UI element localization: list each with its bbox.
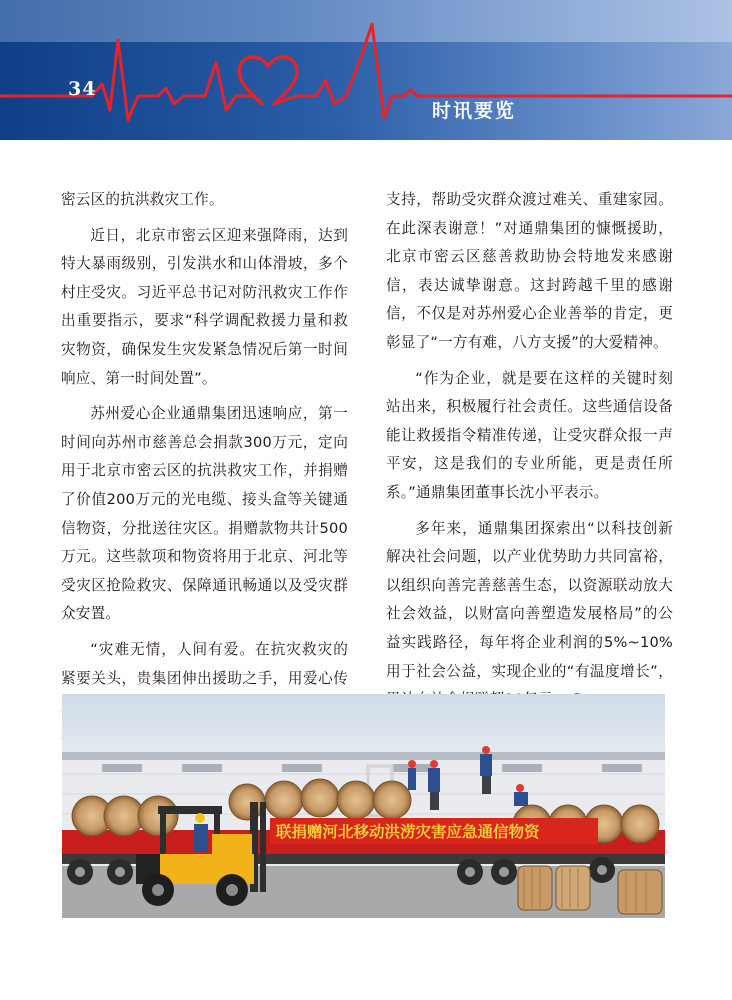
banner-text: 联捐赠河北移动洪涝灾害应急通信物资	[276, 823, 540, 841]
article-photo	[62, 694, 665, 918]
paragraph: 近日，北京市密云区迎来强降雨，达到特大暴雨级别，引发洪水和山体滑坡，多个村庄受灾。习近平总书记对防汛救灾工作作出重要指示，要求“科学调配救援力量和救灾物资，确保发生灾发紧急情况后第一时间响应、第一时间处置”。	[61, 226, 348, 387]
heartbeat-line-icon	[0, 0, 732, 140]
section-title: 时讯要览	[432, 100, 517, 122]
paragraph-last	[386, 515, 673, 715]
paragraph: “作为企业，就是要在这样的关键时刻站出来，积极履行社会责任。这些通信设备能让救援指令精准传递，让受灾群众报一声平安，这是我们的专业所能，更是责任所系。”通鼎集团董事长沈小平表示。	[386, 369, 673, 501]
page-header	[0, 0, 732, 140]
paragraph: 支持，帮助受灾群众渡过难关、重建家园。在此深表谢意！”对通鼎集团的慷慨援助，北京市密云区慈善救助协会特地发来感谢信，表达诚挚谢意。这封跨越千里的感谢信，不仅是对苏州爱心企业善举的肯定，更彰显了“一方有难，八方支援”的大爱精神。	[386, 191, 673, 351]
page-number: 34	[68, 78, 97, 100]
paragraph: “灾难无情，人间有爱。在抗灾救灾的紧要关头，贵集团伸出援助之手，用爱心传	[61, 640, 348, 687]
article-right-column	[386, 186, 673, 722]
paragraph: 苏州爱心企业通鼎集团迅速响应，第一时间向苏州市慈善总会捐款300万元，定向用于北京市密云区的抗洪救灾工作，并捐赠了价值200万元的光电缆、接头盒等关键通信物资，分批送往灾区。捐赠款物共计500万元。这些款项和物资将用于北京、河北等受灾区抢险救灾、保障通讯畅通以及受灾群众安置。	[61, 405, 348, 623]
paragraph-text: 多年来，通鼎集团探索出“以科技创新解决社会问题，以产业优势助力共同富裕，以组织向善完善慈善生态，以资源联动放大社会效益，以财富向善塑造发展格局”的公益实践路径，每年将企业利润的5%~10%用于社会公益，实现企业的“有温度增长”，	[386, 519, 673, 680]
paragraph: 密云区的抗洪救灾工作。	[61, 191, 224, 208]
photo-scene	[62, 694, 665, 918]
article-left-column	[61, 186, 348, 757]
